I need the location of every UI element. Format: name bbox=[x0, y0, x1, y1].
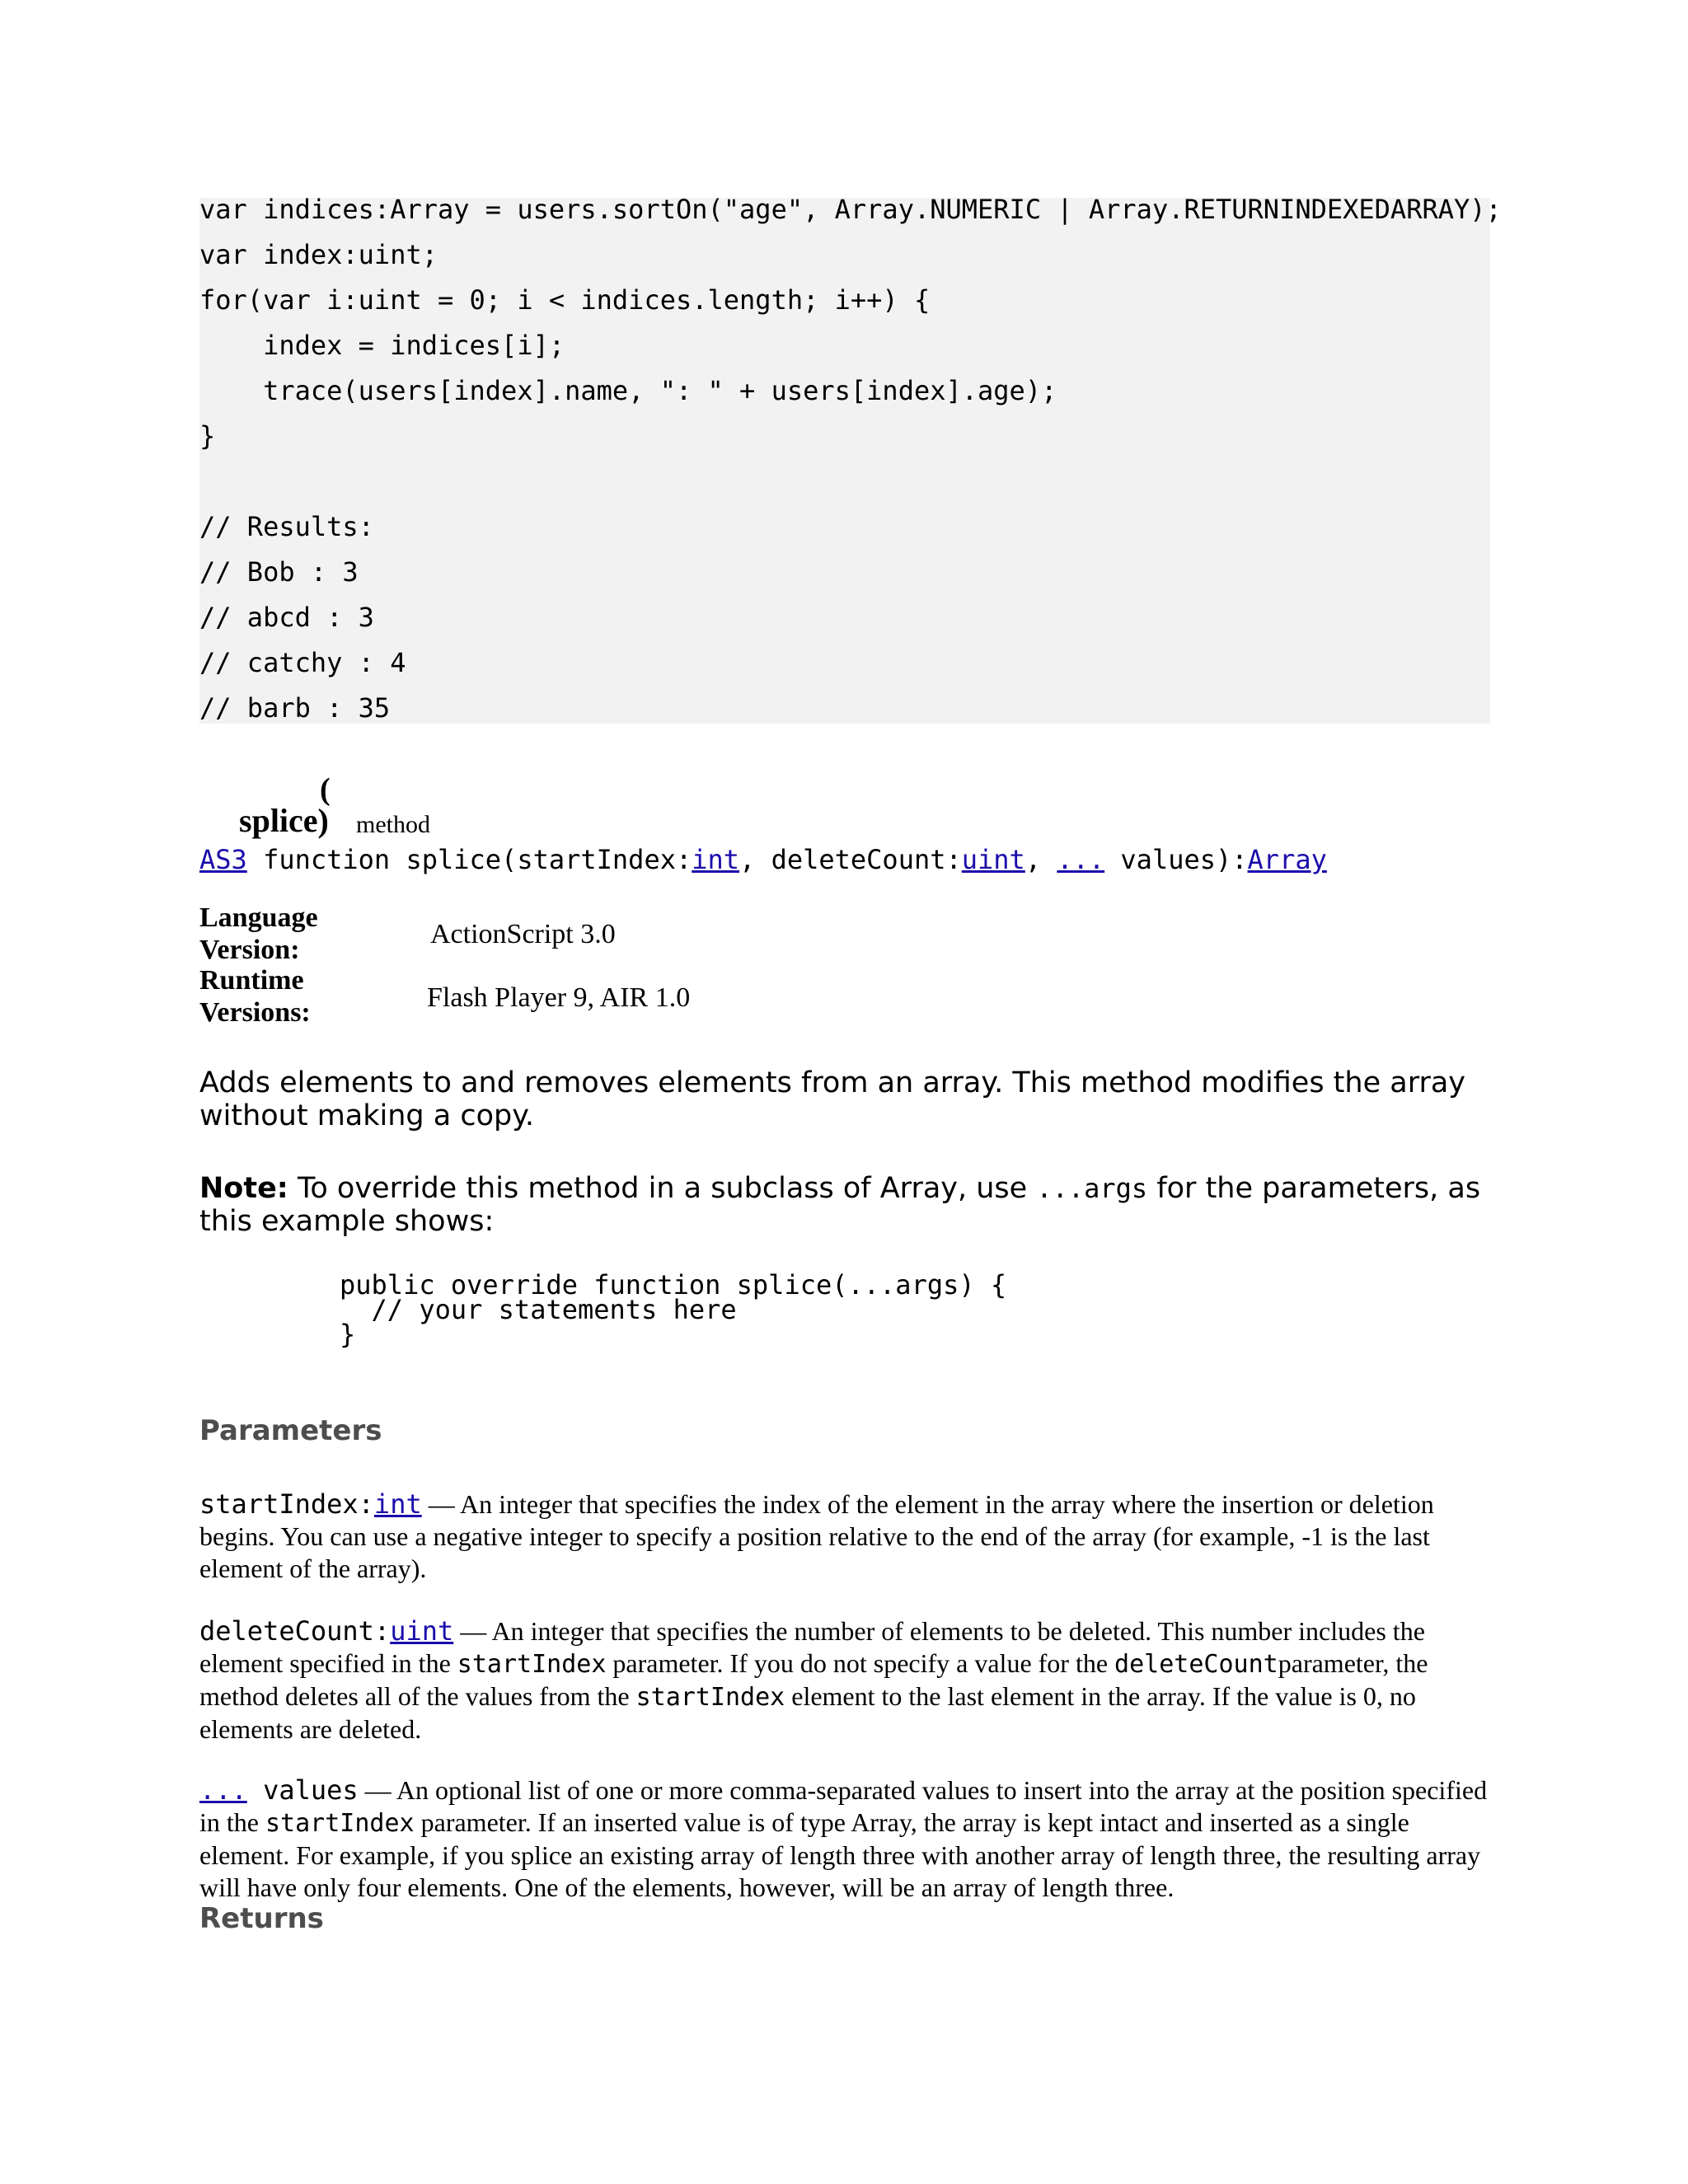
rest-link[interactable]: ... bbox=[1057, 844, 1105, 875]
param-description: — An integer that specifies the index of the element in the array where the insertion or deletion begins. You can use a negative integer to specify a position relative to the end of the array (for example, -1 is the last element of the array). bbox=[199, 1489, 1434, 1583]
method-signature bbox=[199, 842, 1327, 877]
param-start-index bbox=[199, 1488, 1490, 1585]
namespace-link-as3[interactable]: AS3 bbox=[199, 844, 247, 875]
param-description: parameter. If an inserted value is of type Array, the array is kept intact and inserted as a single element. For example, if you splice an existing array of length three with another array of length three, the resulting array will have only four elements. One of the elements, however, will be an array of length three. bbox=[199, 1807, 1481, 1902]
note-label: Note: bbox=[199, 1172, 288, 1205]
note-code: ...args bbox=[1036, 1173, 1148, 1204]
param-delete-count bbox=[199, 1615, 1490, 1746]
code-line: trace(users[index].name, ": " + users[index].age); bbox=[199, 375, 1057, 406]
param-name: values bbox=[246, 1774, 359, 1806]
code-line: index = indices[i]; bbox=[199, 330, 565, 361]
param-name: startIndex: bbox=[199, 1488, 374, 1520]
inline-code: startIndex bbox=[635, 1683, 785, 1712]
code-line: var indices:Array = users.sortOn("age", Array.NUMERIC | Array.RETURNINDEXEDARRAY); bbox=[199, 194, 1502, 225]
runtime-versions-value: Flash Player 9, AIR 1.0 bbox=[427, 982, 691, 1013]
type-link-array[interactable]: Array bbox=[1247, 844, 1327, 875]
inline-code: startIndex bbox=[457, 1650, 607, 1679]
method-description: Adds elements to and removes elements from an array. This method modifies the array without making a copy. bbox=[199, 1066, 1466, 1132]
override-code-example: public override function splice(...args) { // your statements here } bbox=[340, 1269, 1007, 1350]
runtime-versions-label: Runtime Versions: bbox=[199, 965, 311, 1028]
method-title bbox=[239, 801, 329, 840]
param-description: element to the last element in the array. If the value is 0, no elements are deleted. bbox=[199, 1681, 1416, 1744]
rest-link[interactable]: ... bbox=[199, 1774, 247, 1806]
type-link-int[interactable]: int bbox=[692, 844, 740, 875]
param-name: deleteCount: bbox=[199, 1615, 391, 1647]
code-block bbox=[199, 198, 1490, 724]
method-heading-paren: ( bbox=[320, 772, 331, 807]
type-link-uint[interactable]: uint bbox=[390, 1615, 454, 1647]
inline-code: deleteCount bbox=[1114, 1650, 1278, 1679]
type-link-int[interactable]: int bbox=[373, 1488, 422, 1520]
param-description: parameter. If you do not specify a value for the bbox=[606, 1648, 1115, 1678]
code-line: for(var i:uint = 0; i < indices.length; i++) { bbox=[199, 284, 931, 316]
language-version-value: ActionScript 3.0 bbox=[430, 919, 616, 949]
code-line: // abcd : 3 bbox=[199, 602, 374, 633]
signature-text: function splice(startIndex: bbox=[246, 844, 692, 875]
language-version-label: Language Version: bbox=[199, 902, 318, 965]
param-description: — An integer that specifies the number of elements to be deleted. This number includes the element specified in the bbox=[199, 1616, 1425, 1678]
signature-text: , bbox=[1025, 844, 1057, 875]
signature-text: , deleteCount: bbox=[739, 844, 962, 875]
method-heading-paren-close: ) bbox=[317, 802, 329, 839]
code-line: } bbox=[199, 420, 216, 452]
param-values bbox=[199, 1774, 1490, 1904]
code-line: var index:uint; bbox=[199, 239, 438, 270]
returns-heading: Returns bbox=[199, 1902, 324, 1935]
param-description: — An optional list of one or more comma-separated values to insert into the array at the position specified in the bbox=[199, 1775, 1488, 1837]
type-link-uint[interactable]: uint bbox=[961, 844, 1025, 875]
signature-text: values): bbox=[1104, 844, 1248, 875]
code-line: // Bob : 3 bbox=[199, 556, 359, 588]
parameters-heading: Parameters bbox=[199, 1414, 382, 1447]
param-description: parameter, the method deletes all of the values from the bbox=[199, 1648, 1428, 1711]
code-line: // catchy : 4 bbox=[199, 647, 406, 678]
note-text: To override this method in a subclass of Array, use bbox=[288, 1172, 1037, 1205]
note-paragraph bbox=[199, 1172, 1490, 1238]
note-text: for the parameters, as this example shows: bbox=[199, 1172, 1481, 1238]
code-line: // Results: bbox=[199, 511, 374, 542]
inline-code: startIndex bbox=[265, 1809, 415, 1838]
method-type-label: method bbox=[356, 811, 430, 838]
method-name: splice bbox=[239, 802, 318, 839]
code-line: // barb : 35 bbox=[199, 692, 391, 724]
